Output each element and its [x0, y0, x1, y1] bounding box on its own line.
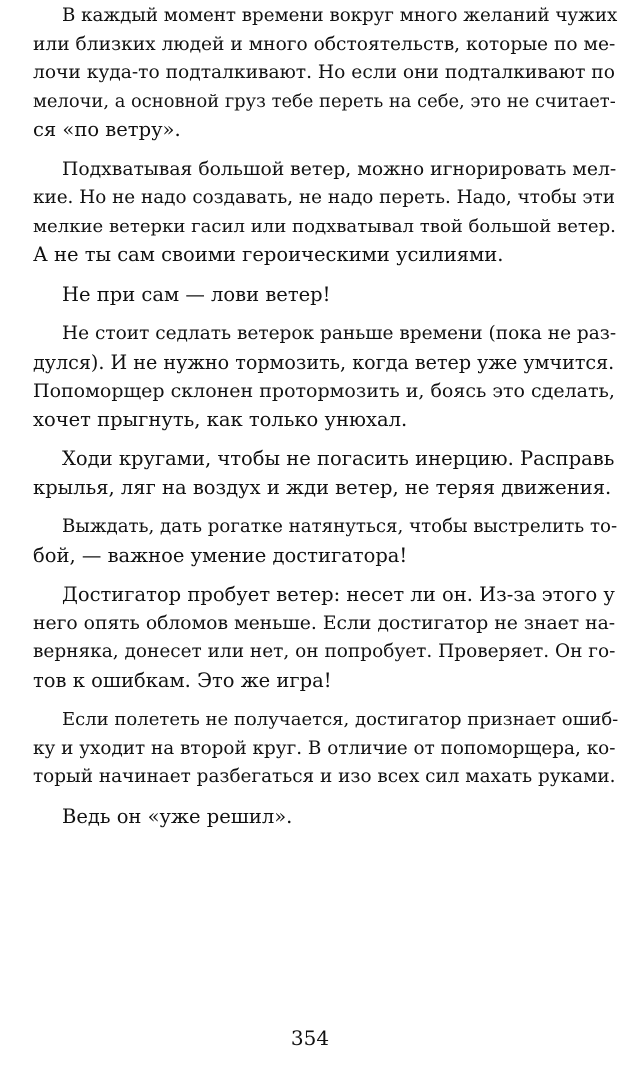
- paragraph: [4, 706, 619, 792]
- text-line: крылья, ляг на воздух и жди ветер, не теряя движения.: [33, 475, 612, 499]
- text-line: В каждый момент времени вокруг много желаний чужих: [62, 5, 618, 26]
- text-line: Ведь он «уже решил».: [62, 804, 293, 828]
- text-line: хочет прыгнуть, как только унюхал.: [33, 407, 408, 431]
- text-line: мелкие ветерки гасил или подхватывал твой большой ветер.: [33, 215, 616, 237]
- paragraph: [4, 320, 617, 434]
- page-number: 354: [290, 1026, 330, 1050]
- text-line: торый начинает разбегаться и изо всех сил махать руками.: [33, 766, 616, 787]
- text-line: Достигатор пробует ветер: несет ли он. Из-за этого у: [62, 583, 615, 606]
- text-line: мелочи, а основной груз тебе переть на себе, это не считает-: [33, 90, 616, 112]
- text-line: или близких людей и много обстоятельств, которые по ме-: [33, 33, 616, 55]
- text-line: ся «по ветру».: [33, 118, 181, 141]
- paragraph: [4, 281, 614, 310]
- paragraph: [4, 156, 617, 270]
- text-line: лочи куда-то подталкивают. Но если они подталкивают по: [33, 62, 615, 83]
- paragraph: [4, 581, 614, 695]
- text-line: тов к ошибкам. Это же игра!: [33, 668, 332, 692]
- text-line: него опять обломов меньше. Если достигатор не знает на-: [33, 612, 616, 634]
- text-line: А не ты сам своими героическими усилиями.: [33, 243, 504, 266]
- paragraph: [4, 445, 614, 502]
- text-line: Выждать, дать рогатке натянуться, чтобы выстрелить то-: [62, 516, 618, 537]
- body-text: [4, 2, 619, 842]
- text-line: Ходи кругами, чтобы не погасить инерцию. Расправь: [62, 447, 615, 470]
- text-line: верняка, донесет или нет, он попробует. Проверяет. Он го-: [33, 641, 616, 662]
- paragraph: [4, 803, 614, 832]
- text-line: Подхватывая большой ветер, можно игнорировать мел-: [62, 158, 617, 180]
- paragraph: [4, 513, 618, 570]
- text-line: дулся). И не нужно тормозить, когда ветер уже умчится.: [33, 350, 615, 374]
- text-line: Не стоит седлать ветерок раньше времени (пока не раз-: [62, 323, 617, 344]
- text-line: ку и уходит на второй круг. В отличие от попоморщера, ко-: [33, 737, 616, 759]
- text-line: бой, — важное умение достигатора!: [33, 543, 408, 567]
- text-line: Попоморщер склонен протормозить и, боясь это сделать,: [33, 380, 615, 402]
- text-line: Не при сам — лови ветер!: [62, 282, 331, 306]
- text-line: кие. Но не надо создавать, не надо переть. Надо, чтобы эти: [33, 187, 616, 208]
- paragraph: [4, 2, 618, 145]
- text-line: Если полететь не получается, достигатор признает ошиб-: [62, 709, 619, 730]
